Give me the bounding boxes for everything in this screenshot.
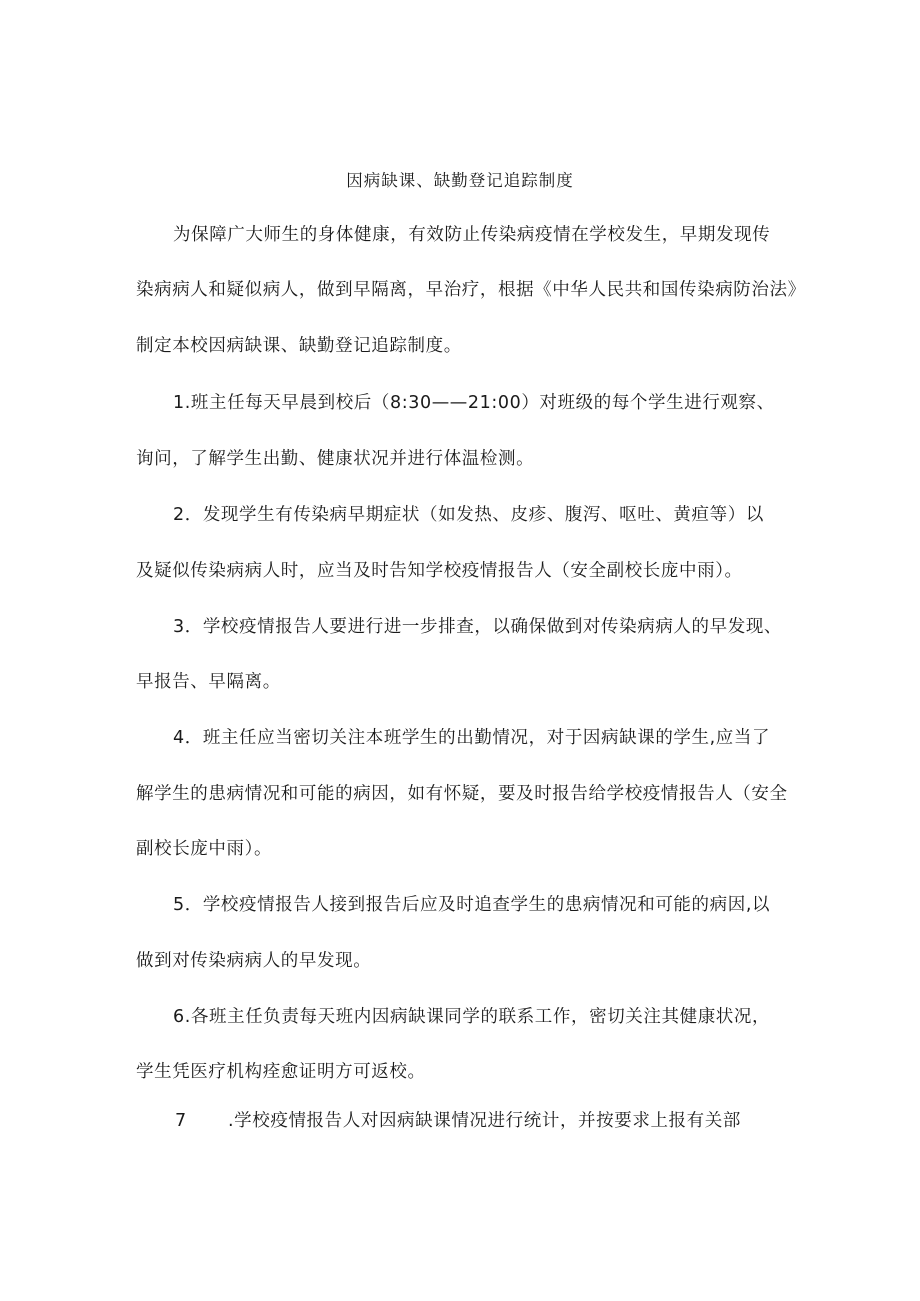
item-2-line-1: 2．发现学生有传染病早期症状（如发热、皮疹、腹泻、呕吐、黄疸等）以 [173,505,764,525]
item-6-line-2: 学生凭医疗机构痊愈证明方可返校。 [136,1062,426,1082]
item-3-line-2: 早报告、早隔离。 [136,672,281,692]
intro-line-1: 为保障广大师生的身体健康，有效防止传染病疫情在学校发生，早期发现传 [173,225,771,245]
document-title: 因病缺课、缺勤登记追踪制度 [346,171,574,190]
item-4-line-1: 4．班主任应当密切关注本班学生的出勤情况，对于因病缺课的学生,应当了 [173,728,771,748]
intro-line-2: 染病病人和疑似病人，做到早隔离，早治疗，根据《中华人民共和国传染病防治法》 [136,280,806,300]
item-5-line-1: 5．学校疫情报告人接到报告后应及时追查学生的患病情况和可能的病因,以 [173,895,771,915]
item-4-line-3: 副校长庞中雨）。 [136,839,273,859]
item-5-line-2: 做到对传染病病人的早发现。 [136,951,372,971]
item-4-line-2: 解学生的患病情况和可能的病因，如有怀疑，要及时报告给学校疫情报告人（安全 [136,784,788,804]
item-2-line-2: 及疑似传染病病人时，应当及时告知学校疫情报告人（安全副校长庞中雨）。 [136,561,743,581]
intro-line-3: 制定本校因病缺课、缺勤登记追踪制度。 [136,336,462,356]
item-7-number: 7 [175,1111,187,1131]
item-1-line-2: 询问，了解学生出勤、健康状况并进行体温检测。 [136,449,535,469]
item-3-line-1: 3．学校疫情报告人要进行进一步排查，以确保做到对传染病病人的早发现、 [173,617,783,637]
item-1-line-1: 1.班主任每天早晨到校后（8:30——21:00）对班级的每个学生进行观察、 [173,393,775,413]
item-7-line-1: .学校疫情报告人对因病缺课情况进行统计，并按要求上报有关部 [228,1111,741,1131]
item-6-line-1: 6.各班主任负责每天班内因病缺课同学的联系工作，密切关注其健康状况， [173,1007,771,1027]
